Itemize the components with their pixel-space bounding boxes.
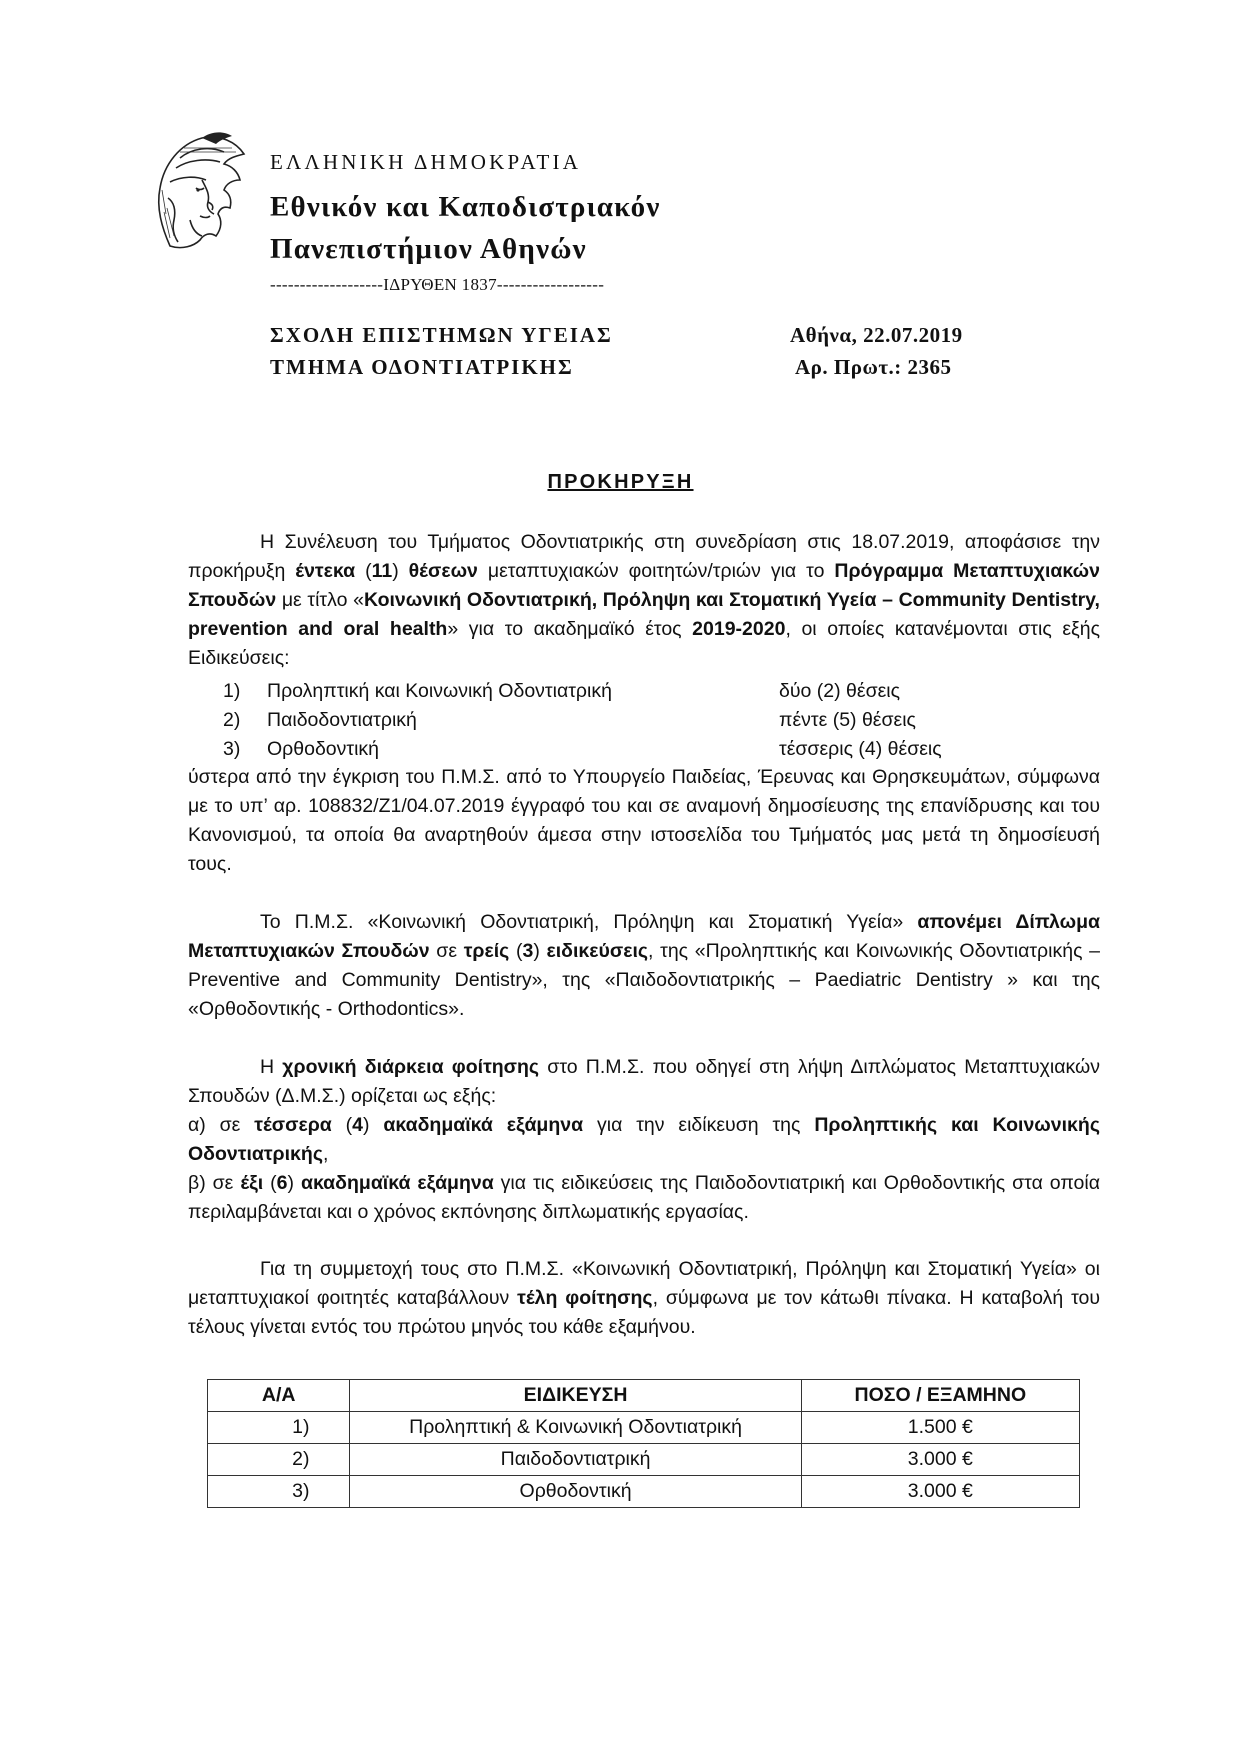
approval-paragraph: ύστερα από την έγκριση του Π.Μ.Σ. από το Υπουργείο Παιδείας, Έρευνας και Θρησκευμάτων, σύμφωνα με το υπ’ αρ. 108832/Ζ1/04.07.2019 έγγραφό του και σε αναμονή δημοσίευσης της επανίδρυσης και του Κανονισμού, τα οποία θα αναρτηθούν άμεσα στην ιστοσελίδα του Τμήματός μας μετά τη δημοσίευσή τους.	[188, 766, 1100, 875]
positions-list	[188, 677, 1100, 764]
announcement-paragraph: Η Συνέλευση του Τμήματος Οδοντιατρικής στη συνεδρίαση στις 18.07.2019, αποφάσισε την προκήρυξη έντεκα (11) θέσεων μεταπτυχιακών φοιτητών/τριών για το Πρόγραμμα Μεταπτυχιακών Σπουδών με τίτλο «Κοινωνική Οδοντιατρική, Πρόληψη και Στοματική Υγεία – Community Dentistry, prevention and oral health» για το ακαδημαϊκό έτος 2019-2020, οι οποίες κατανέμονται στις εξής Ειδικεύσεις:	[188, 531, 1100, 669]
cell-specialty: Ορθοδοντική	[350, 1476, 801, 1508]
list-item-specialty: Ορθοδοντική	[267, 738, 380, 760]
school-name: ΣΧΟΛΗ ΕΠΙΣΤΗΜΩΝ ΥΓΕΙΑΣ	[270, 323, 613, 347]
duration-item-a: α) σε τέσσερα (4) ακαδημαϊκά εξάμηνα για την ειδίκευση της Προληπτικής και Κοινωνικής Οδοντιατρικής,	[188, 1114, 1100, 1165]
list-item	[188, 735, 1100, 764]
column-header-specialty: ΕΙΔΙΚΕΥΣΗ	[350, 1380, 801, 1412]
duration-item-b: β) σε έξι (6) ακαδημαϊκά εξάμηνα για τις ειδικεύσεις της Παιδοδοντιατρική και Ορθοδοντικής στα οποία περιλαμβάνεται και ο χρόνος εκπόνησης διπλωματικής εργασίας.	[188, 1172, 1100, 1223]
founded-line: -------------------ΙΔΡΥΘΕΝ 1837------------------	[270, 275, 605, 294]
fees-table	[207, 1379, 1080, 1508]
list-item-number: 3)	[223, 738, 241, 760]
protocol-number: Αρ. Πρωτ.: 2365	[795, 355, 952, 379]
republic-label: ΕΛΛΗΝΙΚΗ ΔΗΜΟΚΡΑΤΙΑ	[270, 150, 582, 174]
document-date: Αθήνα, 22.07.2019	[790, 323, 963, 347]
cell-amount: 3.000 €	[801, 1476, 1079, 1508]
table-header-row	[208, 1380, 1080, 1412]
list-item	[188, 677, 1100, 706]
athena-head-emblem-icon	[140, 128, 256, 256]
cell-number: 3)	[208, 1476, 350, 1508]
duration-paragraph: Η χρονική διάρκεια φοίτησης στο Π.Μ.Σ. που οδηγεί στη λήψη Διπλώματος Μεταπτυχιακών Σπουδών (Δ.Μ.Σ.) ορίζεται ως εξής: α) σε τέσσερα (4) ακαδημαϊκά εξάμηνα για την ειδίκευση της Προληπτικής και Κοινωνικής Οδοντιατρικής, β) σε έξι (6) ακαδημαϊκά εξάμηνα για τις ειδικεύσεις της Παιδοδοντιατρική και Ορθοδοντικής στα οποία περιλαμβάνεται και ο χρόνος εκπόνησης διπλωματικής εργασίας.	[188, 1053, 1100, 1227]
column-header-amount: ΠΟΣΟ / ΕΞΑΜΗΝΟ	[801, 1380, 1079, 1412]
table-row	[208, 1412, 1080, 1444]
department-name: ΤΜΗΜΑ ΟΔΟΝΤΙΑΤΡΙΚΗΣ	[270, 355, 574, 379]
university-name-line2: Πανεπιστήμιον Αθηνών	[270, 233, 587, 265]
document-title: ΠΡΟΚΗΡΥΞΗ	[547, 471, 694, 493]
cell-amount: 1.500 €	[801, 1412, 1079, 1444]
list-item-specialty: Προληπτική και Κοινωνική Οδοντιατρική	[267, 680, 612, 702]
cell-number: 1)	[208, 1412, 350, 1444]
diploma-paragraph: Το Π.Μ.Σ. «Κοινωνική Οδοντιατρική, Πρόληψη και Στοματική Υγεία» απονέμει Δίπλωμα Μεταπτυχιακών Σπουδών σε τρείς (3) ειδικεύσεις, της «Προληπτικής και Κοινωνικής Οδοντιατρικής – Preventive and Community Dentistry», της «Παιδοδοντιατρικής – Paediatric Dentistry » και της «Ορθοδοντικής - Orthodontics».	[188, 911, 1100, 1020]
cell-number: 2)	[208, 1444, 350, 1476]
cell-amount: 3.000 €	[801, 1444, 1079, 1476]
cell-specialty: Παιδοδοντιατρική	[350, 1444, 801, 1476]
list-item-positions: πέντε (5) θέσεις	[779, 709, 916, 731]
list-item-specialty: Παιδοδοντιατρική	[267, 709, 417, 731]
column-header-number: Α/Α	[208, 1380, 350, 1412]
fees-paragraph: Για τη συμμετοχή τους στο Π.Μ.Σ. «Κοινωνική Οδοντιατρική, Πρόληψη και Στοματική Υγεία» οι μεταπτυχιακοί φοιτητές καταβάλλουν τέλη φοίτησης, σύμφωνα με τον κάτωθι πίνακα. Η καταβολή του τέλους γίνεται εντός του πρώτου μηνός του κάθε εξαμήνου.	[188, 1258, 1101, 1338]
table-row	[208, 1476, 1080, 1508]
table-row	[208, 1444, 1080, 1476]
list-item	[188, 706, 1100, 735]
cell-specialty: Προληπτική & Κοινωνική Οδοντιατρική	[350, 1412, 801, 1444]
list-item-number: 2)	[223, 709, 241, 731]
list-item-number: 1)	[223, 680, 241, 702]
list-item-positions: τέσσερις (4) θέσεις	[779, 738, 942, 760]
list-item-positions: δύο (2) θέσεις	[779, 680, 901, 702]
university-name-line1: Εθνικόν και Καποδιστριακόν	[270, 191, 661, 223]
